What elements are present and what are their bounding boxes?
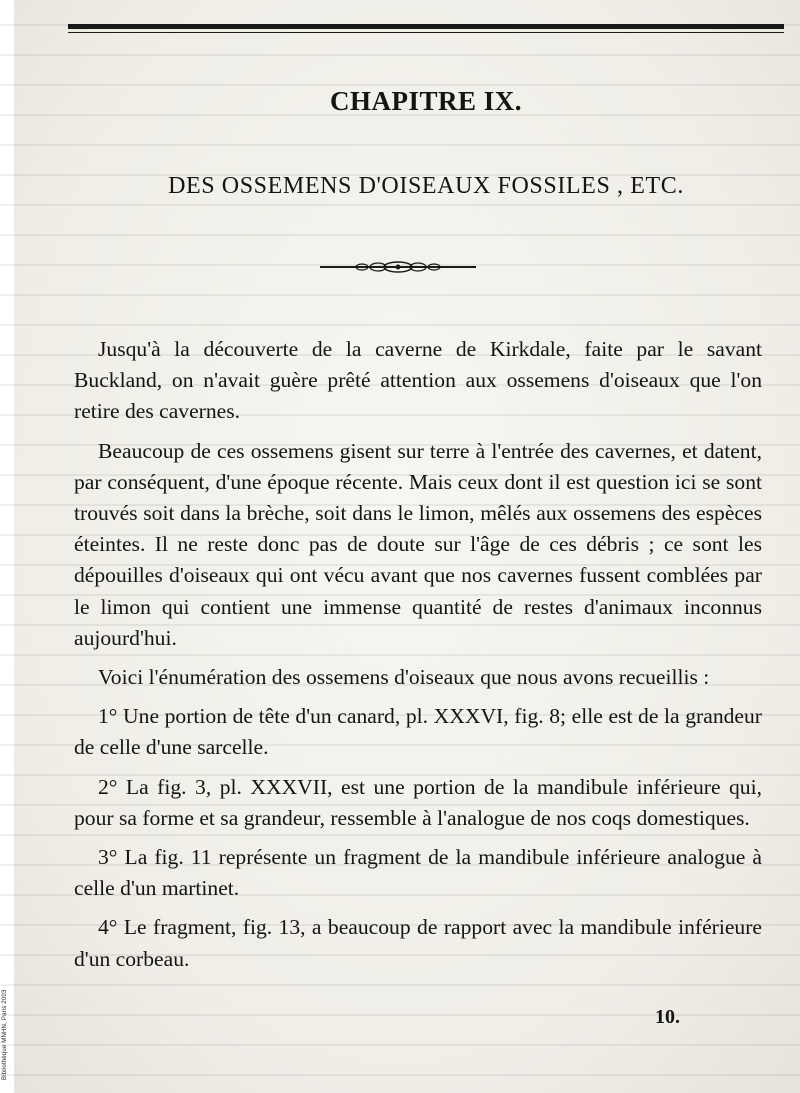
list-item: 4° Le fragment, fig. 13, a beaucoup de rapport avec la mandibule inférieure d'un corbeau. [74, 915, 762, 971]
paragraph: Beaucoup de ces ossemens gisent sur terre à l'entrée des cavernes, et datent, par conséquent, d'une époque récente. Mais ceux dont il est question ici se sont trouvés soit dans la brèche, soit dans le limon, mêlés aux ossemens des espèces éteintes. Il ne reste donc pas de doute sur l'âge de ces débris ; ce sont les dépouilles d'oiseaux qui ont vécu avant que nos cavernes fussent comblées par le limon qui contient une immense quantité de restes d'animaux inconnus aujourd'hui. [74, 438, 762, 650]
scan-edge [0, 0, 14, 1093]
header-rule-thin [68, 32, 784, 33]
page-number: 10. [655, 1006, 680, 1028]
chapter-title: CHAPITRE IX. [329, 86, 523, 116]
paragraph: Voici l'énumération des ossemens d'oiseaux que nous avons recueillis : [98, 665, 710, 690]
body-text [74, 334, 762, 983]
library-credit: Bibliothèque MNHN, Paris 2003 [2, 989, 8, 1080]
paragraph: Jusqu'à la découverte de la caverne de Kirkdale, faite par le savant Buckland, on n'avait guère prêté attention aux ossemens d'oiseaux que l'on retire des cavernes. [74, 337, 762, 424]
list-item: 3° La fig. 11 représente un fragment de la mandibule inférieure analogue à celle d'un martinet. [74, 845, 762, 901]
ornament-divider-icon [318, 258, 478, 276]
section-title: DES OSSEMENS D'OISEAUX FOSSILES , ETC. [168, 173, 684, 199]
list-item: 1° Une portion de tête d'un canard, pl. XXXVI, fig. 8; elle est de la grandeur de celle d'une sarcelle. [74, 704, 762, 760]
list-item: 2° La fig. 3, pl. XXXVII, est une portion de la mandibule inférieure qui, pour sa forme et sa grandeur, ressemble à l'analogue de nos coqs domestiques. [74, 774, 762, 830]
header-rule-thick [68, 24, 784, 29]
